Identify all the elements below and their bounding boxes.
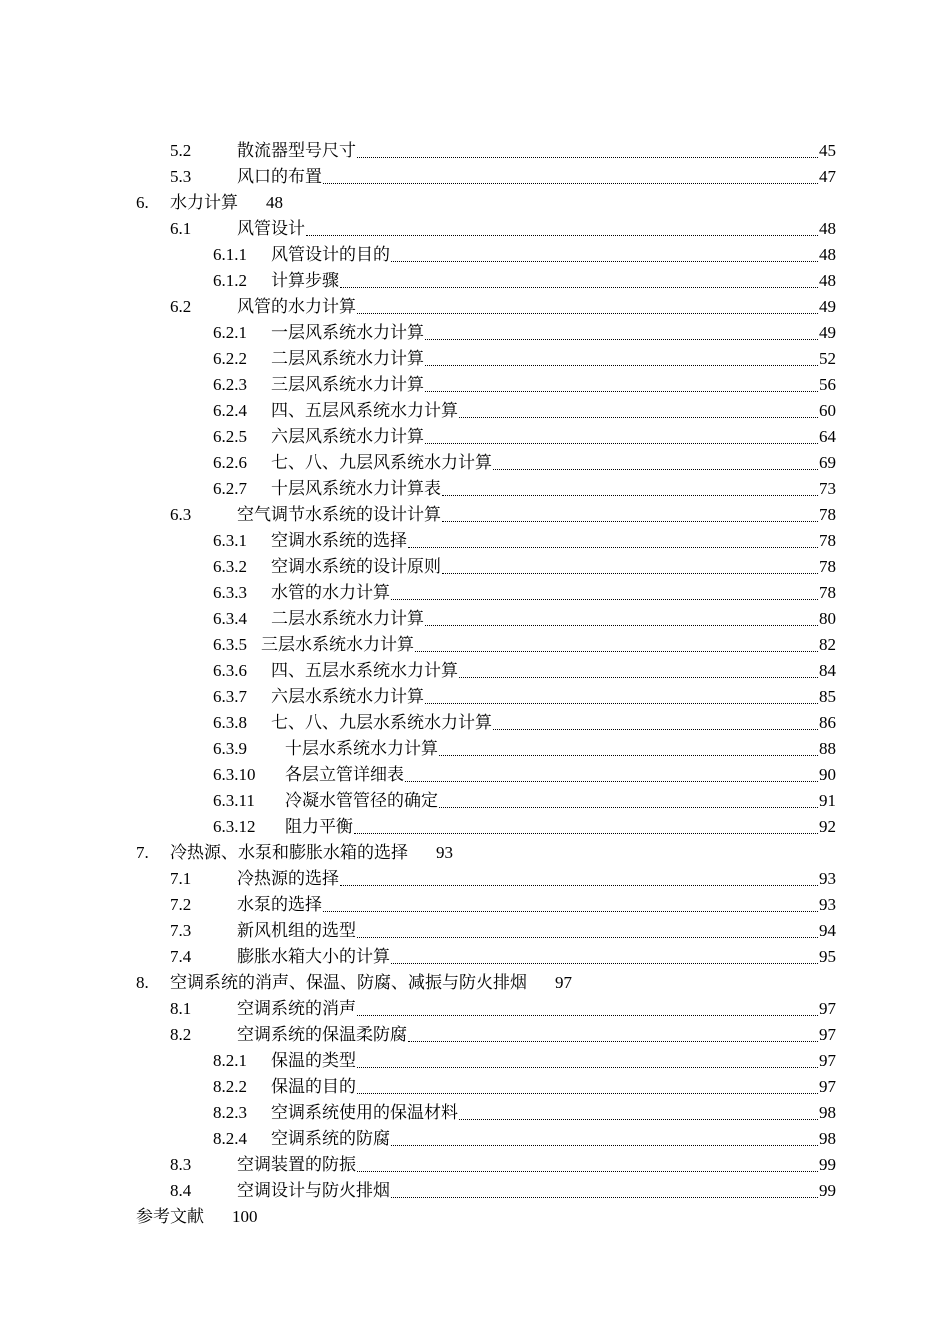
dot-leader xyxy=(340,885,818,886)
toc-entry-page-number: 60 xyxy=(819,401,836,420)
toc-entry-page-number: 80 xyxy=(819,609,836,628)
toc-entry-title: 水力计算 xyxy=(170,193,238,212)
toc-entry-page-number: 93 xyxy=(819,895,836,914)
toc-entry-page-number: 97 xyxy=(819,1025,836,1044)
toc-entry-page-number: 93 xyxy=(436,843,453,862)
toc-entry-number: 7.4 xyxy=(170,947,192,966)
toc-entry-title: 水管的水力计算 xyxy=(271,583,390,602)
toc-entry-title: 四、五层水系统水力计算 xyxy=(271,661,458,680)
toc-entry[interactable] xyxy=(170,138,836,164)
dot-leader xyxy=(357,937,818,938)
dot-leader xyxy=(442,495,818,496)
toc-entry-number: 6.2.5 xyxy=(213,427,247,446)
toc-entry-page-number: 48 xyxy=(819,219,836,238)
toc-entry-number: 7.3 xyxy=(170,921,192,940)
toc-entry-number: 6.3.2 xyxy=(213,557,247,576)
toc-entry-title: 膨胀水箱大小的计算 xyxy=(237,947,390,966)
toc-entry-title: 六层风系统水力计算 xyxy=(271,427,424,446)
dot-leader xyxy=(493,729,818,730)
dot-leader xyxy=(439,807,818,808)
toc-entry-number: 8.2 xyxy=(170,1025,192,1044)
toc-entry-page-number: 90 xyxy=(819,765,836,784)
toc-entry-title: 七、八、九层水系统水力计算 xyxy=(271,713,492,732)
toc-entry[interactable] xyxy=(170,944,836,970)
toc-entry-page-number: 85 xyxy=(819,687,836,706)
dot-leader xyxy=(323,911,818,912)
toc-entry[interactable] xyxy=(170,502,836,528)
toc-entry-page-number: 97 xyxy=(819,1077,836,1096)
toc-entry-title: 参考文献 xyxy=(136,1207,204,1226)
toc-entry-number: 6.3.3 xyxy=(213,583,247,602)
toc-entry-title: 新风机组的选型 xyxy=(237,921,356,940)
toc-entry-number: 8.2.3 xyxy=(213,1103,247,1122)
toc-entry-page-number: 99 xyxy=(819,1155,836,1174)
toc-entry[interactable] xyxy=(170,294,836,320)
toc-entry-title: 十层水系统水力计算 xyxy=(285,739,438,758)
dot-leader xyxy=(408,1041,818,1042)
toc-entry[interactable] xyxy=(213,450,836,476)
toc-entry-title: 风管设计 xyxy=(237,219,305,238)
toc-entry-title: 空调系统的防腐 xyxy=(271,1129,390,1148)
toc-entry-title: 三层水系统水力计算 xyxy=(261,635,414,654)
toc-entry[interactable] xyxy=(213,1100,836,1126)
toc-entry-title: 空调设计与防火排烟 xyxy=(237,1181,390,1200)
dot-leader xyxy=(391,1197,818,1198)
toc-entry-number: 7.1 xyxy=(170,869,192,888)
dot-leader xyxy=(391,1145,818,1146)
toc-entry-page-number: 78 xyxy=(819,531,836,550)
toc-entry[interactable] xyxy=(136,970,572,996)
dot-leader xyxy=(357,157,818,158)
toc-entry-number: 6.3.4 xyxy=(213,609,247,628)
toc-entry-number: 8.2.4 xyxy=(213,1129,247,1148)
toc-entry-page-number: 94 xyxy=(819,921,836,940)
toc-entry-number: 6.2.3 xyxy=(213,375,247,394)
dot-leader xyxy=(357,1067,818,1068)
toc-entry-title: 十层风系统水力计算表 xyxy=(271,479,441,498)
dot-leader xyxy=(357,1171,818,1172)
toc-entry[interactable] xyxy=(213,268,836,294)
toc-entry-title: 空调系统的消声、保温、防腐、减振与防火排烟 xyxy=(170,973,527,992)
toc-entry[interactable] xyxy=(213,684,836,710)
toc-entry-page-number: 69 xyxy=(819,453,836,472)
toc-entry-number: 6.3.8 xyxy=(213,713,247,732)
toc-entry[interactable] xyxy=(213,424,836,450)
dot-leader xyxy=(415,651,818,652)
toc-entry-number: 7. xyxy=(136,843,149,862)
toc-entry[interactable] xyxy=(213,528,836,554)
toc-entry-number: 8.2.2 xyxy=(213,1077,247,1096)
toc-entry-title: 六层水系统水力计算 xyxy=(271,687,424,706)
toc-entry-number: 6.3.9 xyxy=(213,739,247,758)
toc-entry-page-number: 82 xyxy=(819,635,836,654)
dot-leader xyxy=(425,339,818,340)
toc-entry[interactable] xyxy=(170,892,836,918)
dot-leader xyxy=(425,625,818,626)
dot-leader xyxy=(306,235,818,236)
toc-entry[interactable] xyxy=(136,190,283,216)
toc-entry-title: 水泵的选择 xyxy=(237,895,322,914)
toc-entry-page-number: 95 xyxy=(819,947,836,966)
toc-entry[interactable] xyxy=(170,1152,836,1178)
toc-entry-title: 空调系统的保温柔防腐 xyxy=(237,1025,407,1044)
toc-entry[interactable] xyxy=(213,580,836,606)
toc-entry-number: 6.2 xyxy=(170,297,192,316)
toc-entry[interactable] xyxy=(136,840,453,866)
toc-entry-title: 空调系统使用的保温材料 xyxy=(271,1103,458,1122)
toc-entry-page-number: 49 xyxy=(819,297,836,316)
toc-entry-page-number: 64 xyxy=(819,427,836,446)
toc-entry-number: 5.2 xyxy=(170,141,192,160)
toc-entry-number: 7.2 xyxy=(170,895,192,914)
toc-entry-number: 6.1 xyxy=(170,219,192,238)
dot-leader xyxy=(425,703,818,704)
toc-entry-page-number: 52 xyxy=(819,349,836,368)
toc-entry[interactable] xyxy=(213,606,836,632)
dot-leader xyxy=(357,1093,818,1094)
toc-entry-page-number: 92 xyxy=(819,817,836,836)
toc-entry-title: 三层风系统水力计算 xyxy=(271,375,424,394)
toc-entry[interactable] xyxy=(170,918,836,944)
toc-entry-number: 8.1 xyxy=(170,999,192,1018)
toc-entry-number: 6.3.7 xyxy=(213,687,247,706)
toc-entry[interactable] xyxy=(170,996,836,1022)
toc-entry-title: 二层水系统水力计算 xyxy=(271,609,424,628)
toc-entry-title: 各层立管详细表 xyxy=(285,765,404,784)
toc-entry-title: 散流器型号尺寸 xyxy=(237,141,356,160)
toc-entry[interactable] xyxy=(136,1204,258,1230)
toc-entry-title: 空调系统的消声 xyxy=(237,999,356,1018)
toc-entry[interactable] xyxy=(170,866,836,892)
dot-leader xyxy=(323,183,818,184)
dot-leader xyxy=(391,599,818,600)
toc-entry-number: 6.1.1 xyxy=(213,245,247,264)
toc-entry[interactable] xyxy=(213,346,836,372)
toc-entry-page-number: 84 xyxy=(819,661,836,680)
toc-entry-number: 8.2.1 xyxy=(213,1051,247,1070)
toc-entry-title: 保温的目的 xyxy=(271,1077,356,1096)
toc-entry[interactable] xyxy=(213,242,836,268)
toc-entry[interactable] xyxy=(170,164,836,190)
toc-entry[interactable] xyxy=(213,320,836,346)
toc-entry-number: 8. xyxy=(136,973,149,992)
toc-entry-title: 计算步骤 xyxy=(271,271,339,290)
toc-entry-number: 5.3 xyxy=(170,167,192,186)
dot-leader xyxy=(425,391,818,392)
toc-entry-page-number: 86 xyxy=(819,713,836,732)
toc-entry-page-number: 49 xyxy=(819,323,836,342)
toc-entry[interactable] xyxy=(213,736,836,762)
toc-entry-page-number: 99 xyxy=(819,1181,836,1200)
dot-leader xyxy=(425,365,818,366)
toc-entry[interactable] xyxy=(213,1074,836,1100)
toc-entry-number: 6.1.2 xyxy=(213,271,247,290)
toc-entry-title: 风管设计的目的 xyxy=(271,245,390,264)
toc-entry-page-number: 48 xyxy=(819,271,836,290)
toc-entry-number: 6.3.11 xyxy=(213,791,255,810)
dot-leader xyxy=(459,417,818,418)
dot-leader xyxy=(442,521,818,522)
toc-entry[interactable] xyxy=(213,658,836,684)
toc-entry-page-number: 97 xyxy=(819,1051,836,1070)
dot-leader xyxy=(493,469,818,470)
toc-entry-title: 空调装置的防振 xyxy=(237,1155,356,1174)
dot-leader xyxy=(340,287,818,288)
toc-entry-title: 四、五层风系统水力计算 xyxy=(271,401,458,420)
toc-entry-page-number: 88 xyxy=(819,739,836,758)
toc-entry-number: 6.2.7 xyxy=(213,479,247,498)
toc-entry-title: 空气调节水系统的设计计算 xyxy=(237,505,441,524)
toc-entry-page-number: 91 xyxy=(819,791,836,810)
toc-entry-number: 6.2.1 xyxy=(213,323,247,342)
toc-entry-number: 6.3.1 xyxy=(213,531,247,550)
dot-leader xyxy=(357,1015,818,1016)
dot-leader xyxy=(354,833,818,834)
toc-entry-number: 6.3 xyxy=(170,505,192,524)
toc-entry-title: 风管的水力计算 xyxy=(237,297,356,316)
toc-entry-page-number: 78 xyxy=(819,505,836,524)
dot-leader xyxy=(405,781,818,782)
toc-entry-title: 冷热源的选择 xyxy=(237,869,339,888)
toc-entry-page-number: 100 xyxy=(232,1207,258,1226)
toc-entry-title: 冷凝水管管径的确定 xyxy=(285,791,438,810)
toc-entry-page-number: 97 xyxy=(555,973,572,992)
toc-entry-page-number: 98 xyxy=(819,1103,836,1122)
toc-entry-page-number: 47 xyxy=(819,167,836,186)
dot-leader xyxy=(425,443,818,444)
toc-entry-title: 一层风系统水力计算 xyxy=(271,323,424,342)
toc-entry[interactable] xyxy=(213,710,836,736)
toc-entry[interactable] xyxy=(170,1178,836,1204)
toc-entry[interactable] xyxy=(213,476,836,502)
toc-entry-number: 6. xyxy=(136,193,149,212)
toc-entry-number: 6.3.10 xyxy=(213,765,256,784)
toc-entry[interactable] xyxy=(213,814,836,840)
dot-leader xyxy=(442,573,818,574)
toc-entry-title: 保温的类型 xyxy=(271,1051,356,1070)
toc-entry-title: 七、八、九层风系统水力计算 xyxy=(271,453,492,472)
toc-entry-number: 6.2.4 xyxy=(213,401,247,420)
toc-entry-number: 6.3.6 xyxy=(213,661,247,680)
toc-entry[interactable] xyxy=(213,554,836,580)
dot-leader xyxy=(408,547,818,548)
toc-entry[interactable] xyxy=(213,1126,836,1152)
toc-entry-title: 阻力平衡 xyxy=(285,817,353,836)
toc-entry-page-number: 98 xyxy=(819,1129,836,1148)
toc-entry[interactable] xyxy=(213,788,836,814)
toc-entry-page-number: 45 xyxy=(819,141,836,160)
toc-entry-page-number: 48 xyxy=(819,245,836,264)
toc-entry[interactable] xyxy=(213,372,836,398)
toc-entry-title: 风口的布置 xyxy=(237,167,322,186)
toc-entry-page-number: 48 xyxy=(266,193,283,212)
toc-entry-number: 8.3 xyxy=(170,1155,192,1174)
toc-entry-page-number: 78 xyxy=(819,557,836,576)
toc-entry-number: 6.2.6 xyxy=(213,453,247,472)
toc-entry-number: 6.3.5 xyxy=(213,635,247,654)
toc-entry-number: 6.3.12 xyxy=(213,817,256,836)
toc-entry-number: 6.2.2 xyxy=(213,349,247,368)
toc-entry-title: 冷热源、水泵和膨胀水箱的选择 xyxy=(170,843,408,862)
toc-entry[interactable] xyxy=(170,216,836,242)
dot-leader xyxy=(459,1119,818,1120)
toc-entry[interactable] xyxy=(213,1048,836,1074)
toc-entry-title: 空调水系统的选择 xyxy=(271,531,407,550)
dot-leader xyxy=(459,677,818,678)
toc-entry[interactable] xyxy=(170,1022,836,1048)
dot-leader xyxy=(439,755,818,756)
toc-entry-title: 空调水系统的设计原则 xyxy=(271,557,441,576)
toc-entry[interactable] xyxy=(213,762,836,788)
toc-entry-title: 二层风系统水力计算 xyxy=(271,349,424,368)
dot-leader xyxy=(391,963,818,964)
toc-entry-page-number: 73 xyxy=(819,479,836,498)
toc-entry-page-number: 93 xyxy=(819,869,836,888)
toc-entry-number: 8.4 xyxy=(170,1181,192,1200)
dot-leader xyxy=(391,261,818,262)
toc-entry-page-number: 56 xyxy=(819,375,836,394)
toc-entry-page-number: 97 xyxy=(819,999,836,1018)
toc-entry-page-number: 78 xyxy=(819,583,836,602)
dot-leader xyxy=(357,313,818,314)
toc-entry[interactable] xyxy=(213,398,836,424)
toc-entry[interactable] xyxy=(213,632,836,658)
